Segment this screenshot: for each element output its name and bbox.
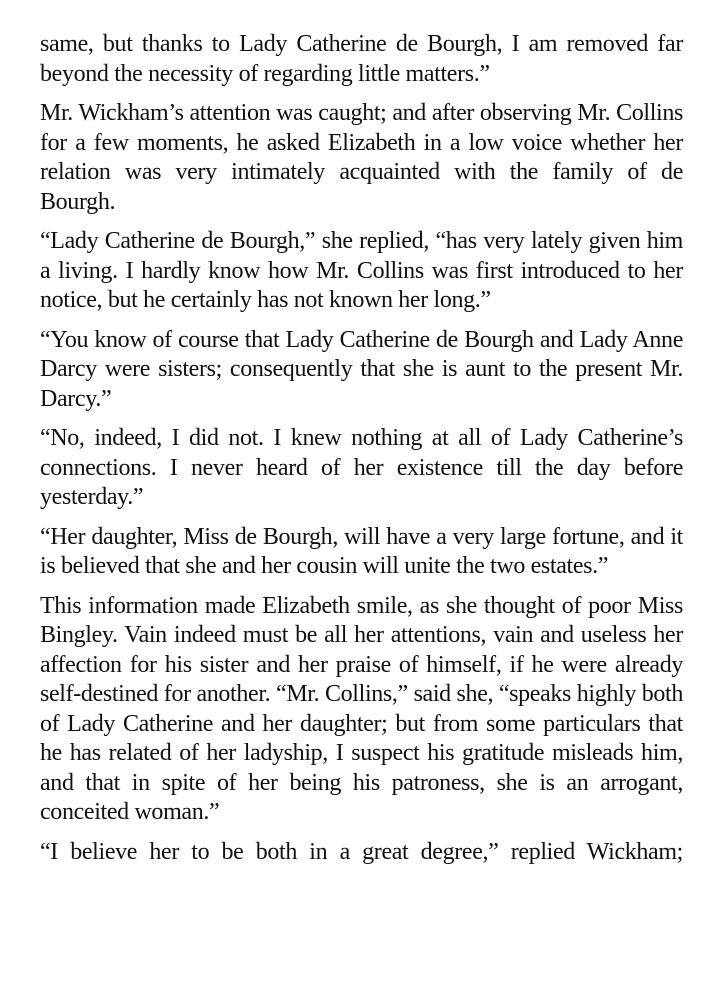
book-page [40,30,683,867]
paragraph-3: “Lady Catherine de Bourgh,” she replied, “has very lately given him a living. I hardly know how Mr. Collins was first introduced to her notice, but he certainly has not known her long.” [40,228,683,313]
paragraph-6: “Her daughter, Miss de Bourgh, will have a very large fortune, and it is believed that she and her cousin will unite the two estates.” [40,523,683,579]
paragraph-4: “You know of course that Lady Catherine de Bourgh and Lady Anne Darcy were sisters; consequently that she is aunt to the present Mr. Darcy.” [40,326,683,412]
paragraph-8: “I believe her to be both in a great degree,” replied Wickham; [40,838,683,865]
paragraph-5: “No, indeed, I did not. I knew nothing at all of Lady Catherine’s connections. I never heard of her existence till the day before yesterday.” [40,425,683,510]
paragraph-7: This information made Elizabeth smile, as she thought of poor Miss Bingley. Vain indeed must be all her attentions, vain and useless her affection for his sister and her praise of himself, if he were already self-destined for another. “Mr. Collins,” said she, “speaks highly both of Lady Catherine and her daughter; but from some particulars that he has related of her ladyship, I suspect his gratitude misleads him, and that in spite of her being his patroness, she is an arrogant, conceited woman.” [40,592,683,825]
paragraph-2: Mr. Wickham’s attention was caught; and after observing Mr. Collins for a few moments, he asked Elizabeth in a low voice whether her relation was very intimately acquainted with the family of de Bourgh. [40,100,683,215]
paragraph-1: same, but thanks to Lady Catherine de Bourgh, I am removed far beyond the necessity of regarding little matters.” [40,31,683,87]
